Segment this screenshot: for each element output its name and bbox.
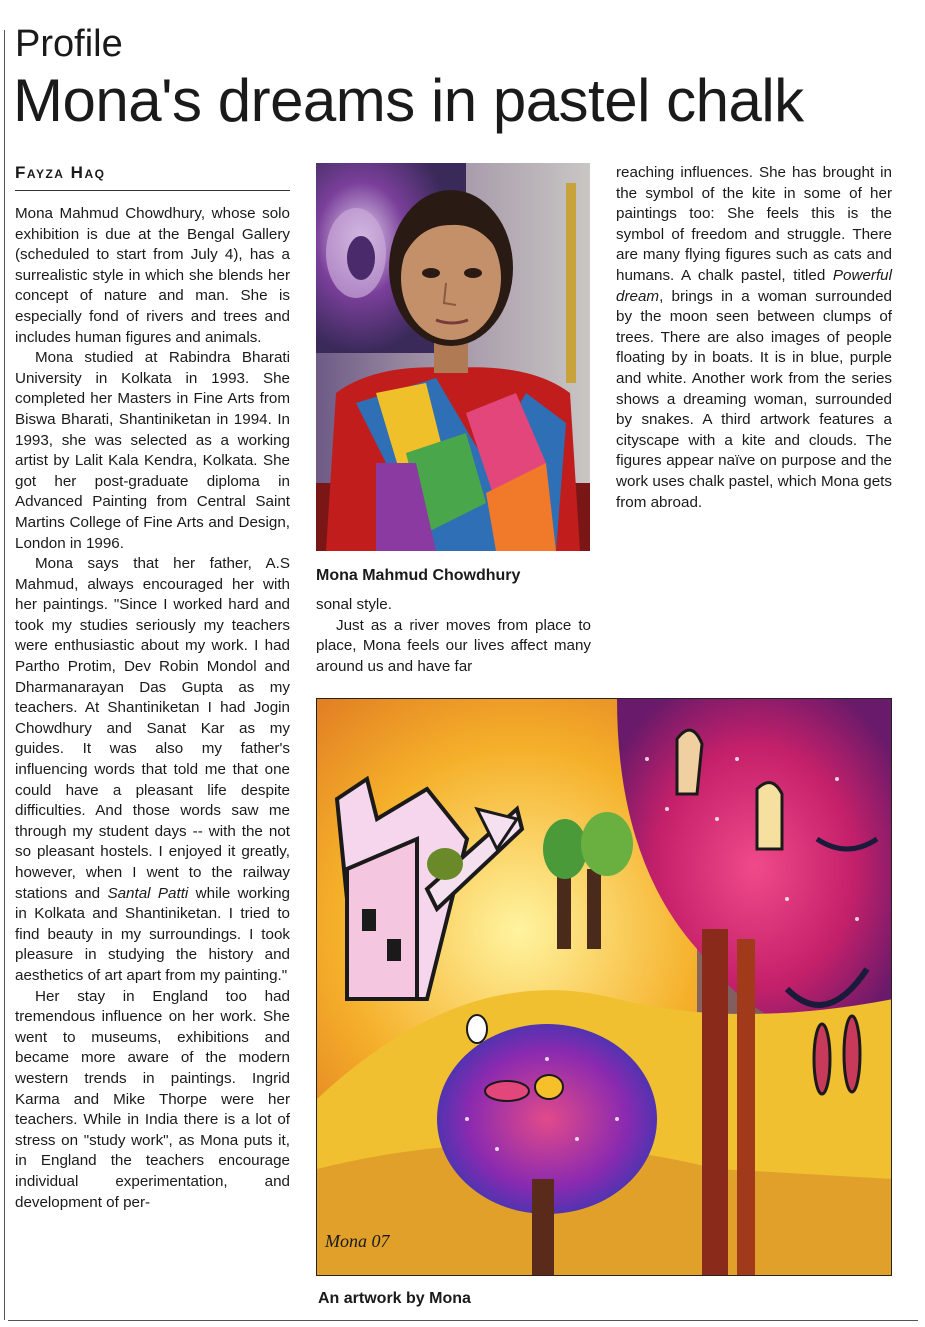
left-column-rule xyxy=(4,30,5,1320)
artwork-caption: An artwork by Mona xyxy=(318,1290,471,1307)
paragraph: Mona studied at Rabindra Bharati University in Kolkata in 1993. She completed her Masters in Fine Arts from Biswa Bharati, Shantiniketan in 1994. In 1993, she was selected as a working artist by Lalit Kala Kendra, Kolkata. She got her post-graduate diploma in Advanced Painting from Central Saint Martins College of Fine Arts and Design, London in 1996. xyxy=(15,349,290,552)
byline-rule xyxy=(15,190,290,191)
text-run: Mona says that her father, A.S Mahmud, always encouraged her with her paintings. "Since I worked hard and took my studies seriously my teachers were enthusiastic about my work. I had Partho Protim, Dev Robin Mondol and Dharmanarayan Das Gupta as my teachers. At Shantiniketan I had Jogin Chowdhury and Sanat Kar as my guides. It was also my father's influencing words that told me that one could have a pleasant life despite difficulties. And those words saw me through my student days -- with the not so pleasant hostels. I enjoyed it greatly, however, when I went to the railway stations and xyxy=(15,555,290,902)
text-run: reaching influences. She has brought in the symbol of the kite in some of her paintings too: She feels this is the symbol of freedom and struggle. There are many flying figures such as cats and humans. A chalk pastel, titled xyxy=(616,164,892,284)
emphasis-text: Santal Patti xyxy=(107,884,189,902)
artwork-signature: Mona 07 xyxy=(325,1231,390,1251)
paragraph: Mona Mahmud Chowdhury, whose solo exhibition is due at the Bengal Gallery (scheduled to start from July 4), has a surrealistic style in which she blends her concept of nature and man. She is especially fond of rivers and trees and includes human figures and animals. xyxy=(15,205,290,346)
headline: Mona's dreams in pastel chalk xyxy=(13,67,804,134)
photo-caption: Mona Mahmud Chowdhury xyxy=(316,567,521,584)
body-column-3 xyxy=(616,163,892,513)
paragraph xyxy=(15,554,290,986)
portrait-photo xyxy=(316,163,590,551)
body-column-1 xyxy=(15,204,290,1213)
portrait-illustration xyxy=(316,163,590,551)
byline: Fayza Haq xyxy=(15,163,106,182)
bottom-rule xyxy=(8,1320,918,1321)
body-column-2 xyxy=(316,595,591,677)
paragraph: Her stay in England too had tremendous influence on her work. She went to museums, exhibitions and became more aware of the modern western trends in paintings. Ingrid Karma and Mike Thorpe were her teachers. While in India there is a lot of stress on "study work", as Mona puts it, in England the teachers encourage individual experimentation, and development of per- xyxy=(15,987,290,1211)
emphasis-text: Powerful dream xyxy=(616,266,892,305)
section-label: Profile xyxy=(15,23,123,65)
artwork-illustration xyxy=(317,699,892,1276)
text-run: , brings in a woman surrounded by the moon seen between clumps of trees. There are also images of people floating by in boats. It is in blue, purple and white. Another work from the series shows a dreaming woman, surrounded by snakes. A third artwork features a cityscape with a kite and clouds. The figures appear naïve on purpose and the work uses chalk pastel, which Mona gets from abroad. xyxy=(616,287,892,511)
artwork-image xyxy=(316,698,892,1276)
text-run: while working in Kolkata and Shantiniketan. I tried to find beauty in my surroundings. I took pleasure in studying the history and aesthetics of art apart from my painting." xyxy=(15,884,290,984)
paragraph xyxy=(616,163,892,513)
paragraph: Just as a river moves from place to place, Mona feels our lives affect many around us and have far xyxy=(316,616,591,675)
paragraph: sonal style. xyxy=(316,596,392,613)
